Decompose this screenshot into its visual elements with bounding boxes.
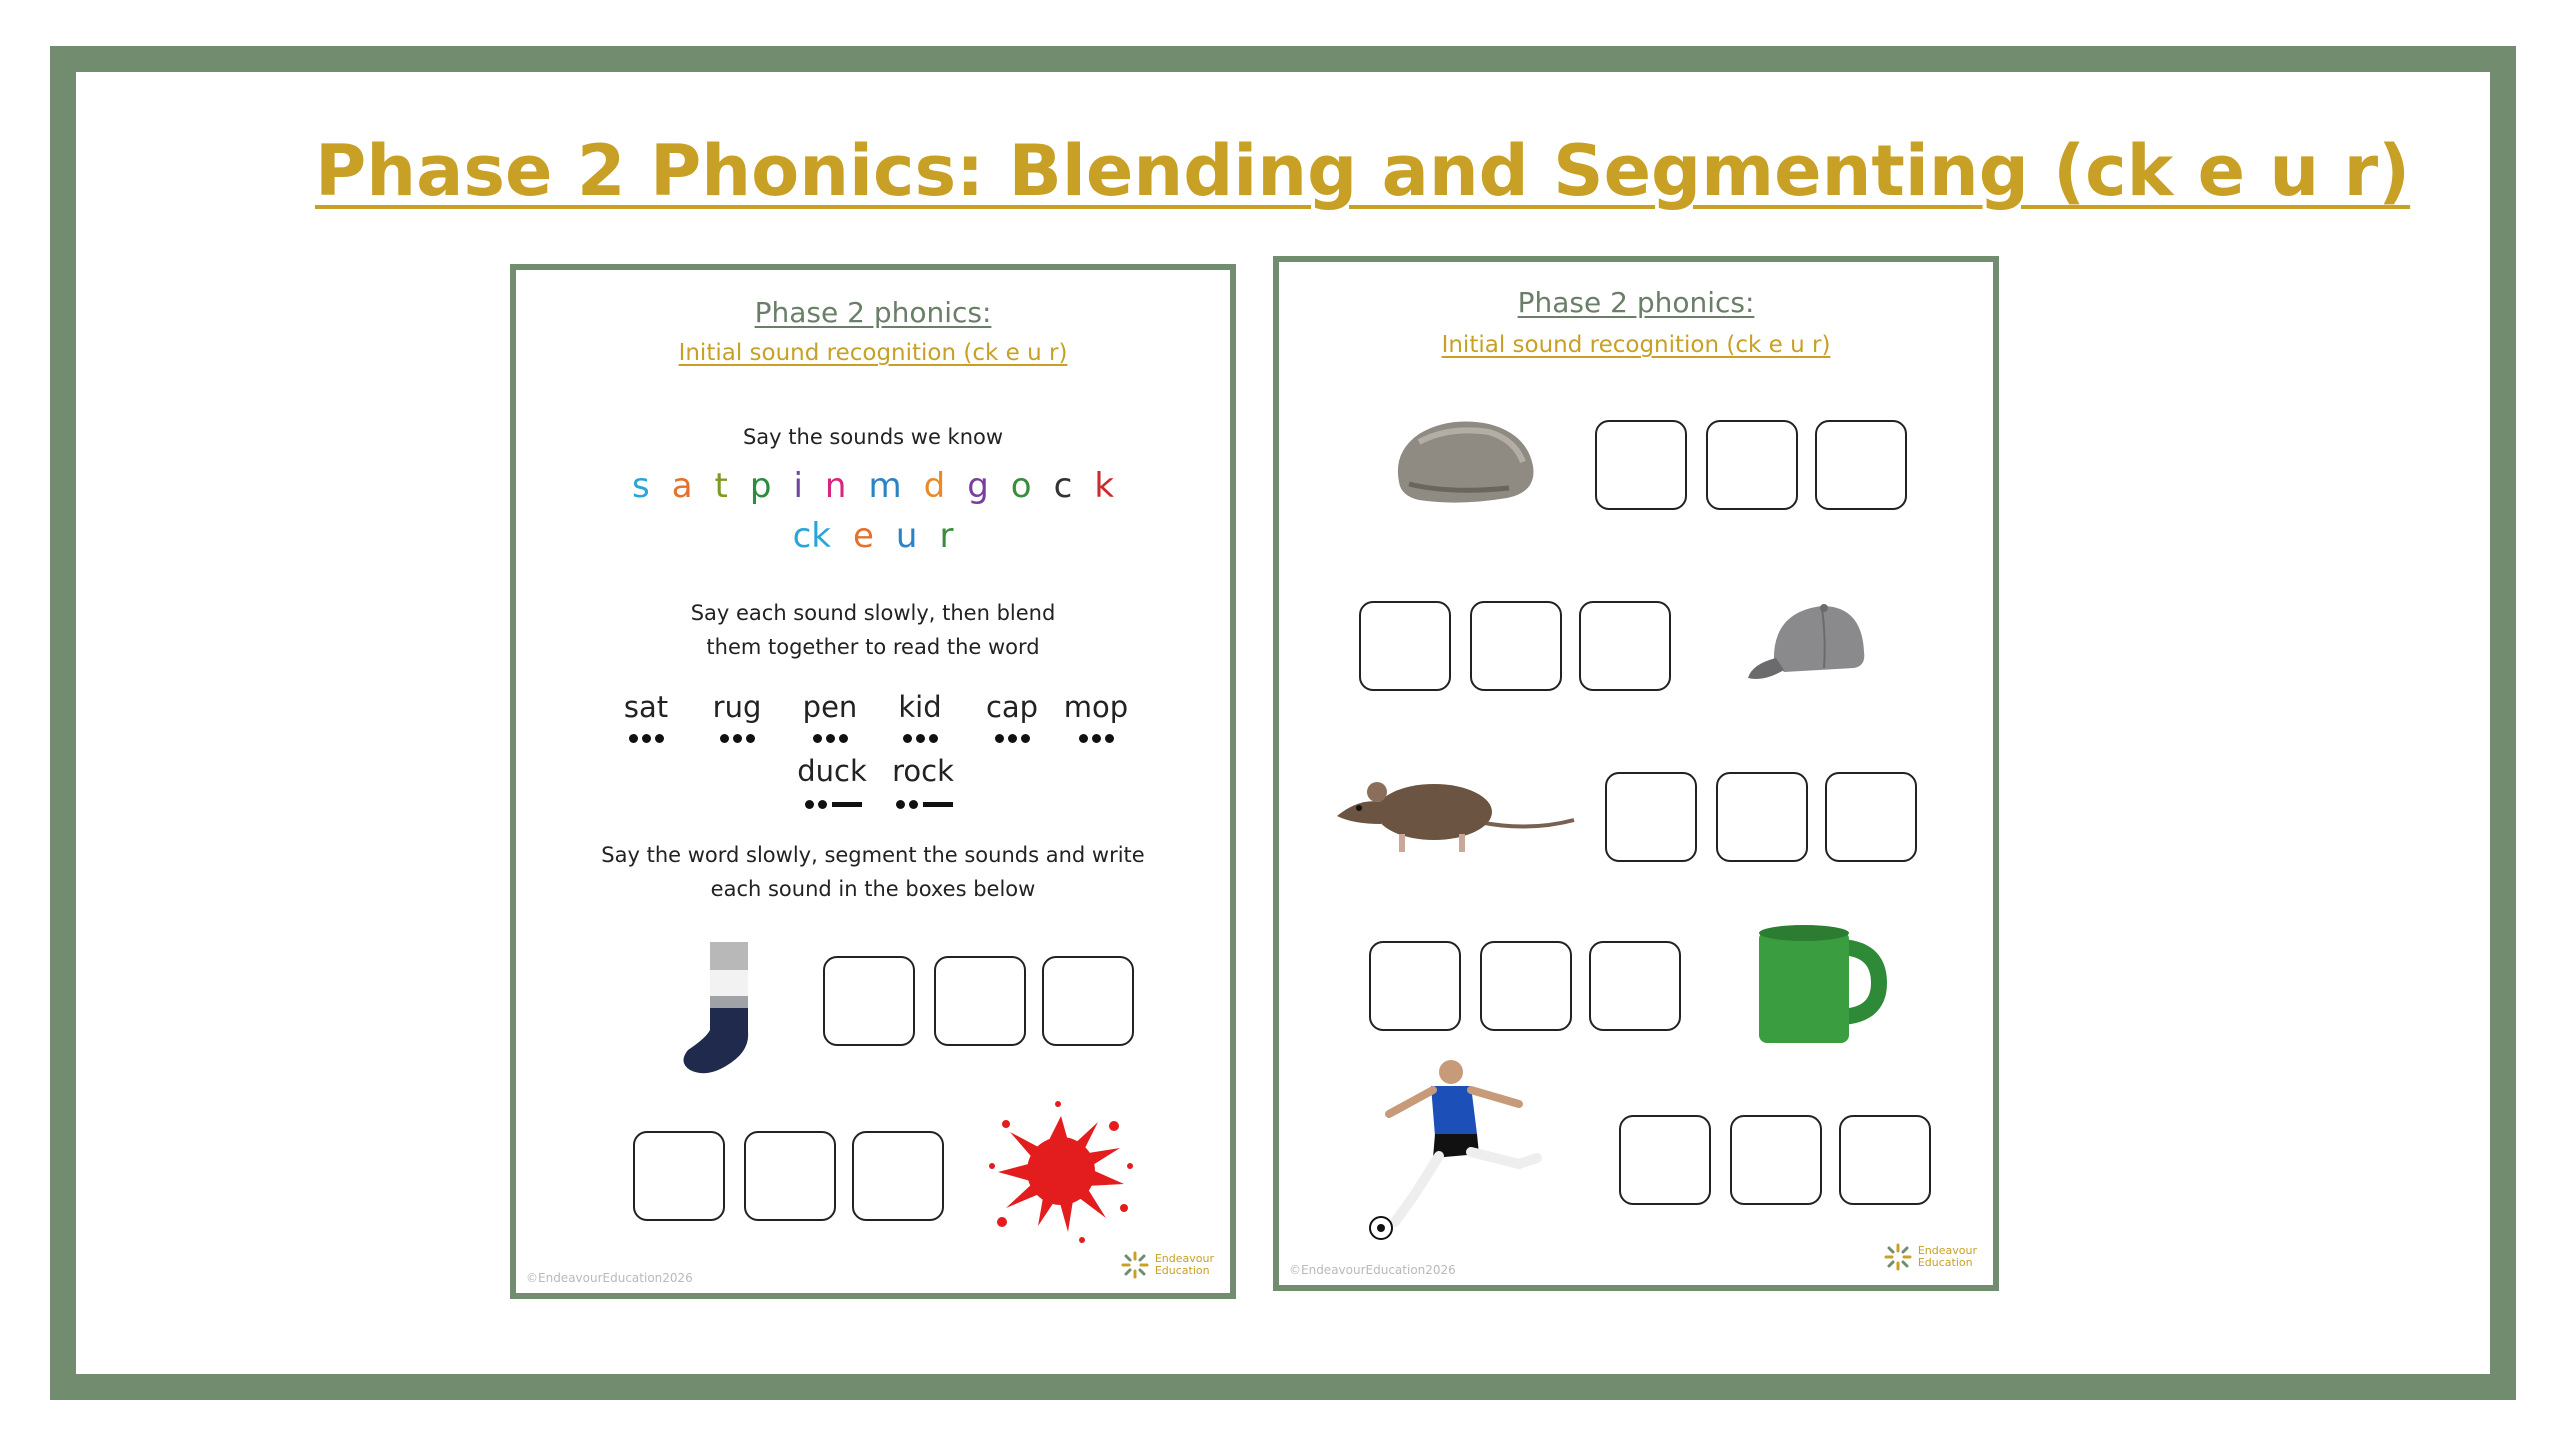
phonics-letter: a	[671, 466, 693, 506]
blend-word: cap	[985, 690, 1039, 724]
sound-box[interactable]	[1716, 772, 1808, 862]
sunburst-logo-icon	[1884, 1243, 1912, 1271]
instruction-blend-line1: Say each sound slowly, then blend	[690, 601, 1056, 625]
sound-box[interactable]	[744, 1131, 836, 1221]
sound-box[interactable]	[1706, 420, 1798, 510]
copyright-text: ©EndeavourEducation2026	[526, 1271, 693, 1285]
sound-box[interactable]	[1042, 956, 1134, 1046]
instruction-blend-line2: them together to read the word	[706, 635, 1040, 659]
footballer-picture	[1359, 1054, 1549, 1244]
sound-dots	[601, 728, 691, 747]
sound-dots	[785, 728, 875, 747]
instruction-segment-line1: Say the word slowly, segment the sounds and write	[601, 843, 1145, 867]
sound-box[interactable]	[1595, 420, 1687, 510]
blend-word: rug	[712, 690, 762, 724]
phonics-letter: u	[895, 516, 918, 556]
phonics-letter: m	[868, 466, 902, 506]
endeavour-logo	[1121, 1251, 1214, 1279]
sound-box[interactable]	[1359, 601, 1451, 691]
sound-box[interactable]	[852, 1131, 944, 1221]
worksheet-left	[510, 264, 1236, 1299]
phonics-letter: s	[631, 466, 650, 506]
sound-dots	[878, 794, 968, 813]
phonics-letter: e	[852, 516, 874, 556]
sound-box[interactable]	[1480, 941, 1572, 1031]
copyright-text: ©EndeavourEducation2026	[1289, 1263, 1456, 1277]
blend-word: duck	[797, 754, 867, 788]
worksheet-subtitle: Initial sound recognition (ck e u r)	[678, 340, 1068, 366]
sound-box[interactable]	[1815, 420, 1907, 510]
sound-box[interactable]	[1579, 601, 1671, 691]
sock-picture	[666, 940, 776, 1080]
logo-line2: Education	[1917, 1256, 1973, 1269]
sound-dots	[787, 794, 877, 813]
logo-line1: Endeavour	[1917, 1244, 1977, 1257]
sound-dots	[875, 728, 965, 747]
sunburst-logo-icon	[1121, 1251, 1149, 1279]
rock-picture	[1389, 412, 1539, 507]
phonics-letter: c	[1053, 466, 1073, 506]
phonics-letter: o	[1010, 466, 1032, 506]
worksheet-title: Phase 2 phonics:	[1517, 286, 1755, 319]
sound-box[interactable]	[1839, 1115, 1931, 1205]
phonics-letter: ck	[792, 516, 831, 556]
red-splat-picture	[986, 1096, 1136, 1246]
blend-word: mop	[1063, 690, 1129, 724]
page-title: Phase 2 Phonics: Blending and Segmenting (ck e u r)	[315, 130, 2411, 212]
phonics-letter: d	[923, 466, 946, 506]
cap-picture	[1744, 592, 1874, 692]
logo-line2: Education	[1154, 1264, 1210, 1277]
phonics-letter: i	[793, 466, 803, 506]
sound-dots	[967, 728, 1057, 747]
blend-word: rock	[892, 754, 954, 788]
sound-box[interactable]	[1589, 941, 1681, 1031]
phonics-letter: r	[939, 516, 954, 556]
phonics-letter: g	[967, 466, 989, 506]
blend-word: pen	[802, 690, 858, 724]
endeavour-logo	[1884, 1243, 1977, 1271]
logo-line1: Endeavour	[1154, 1252, 1214, 1265]
rat-picture	[1329, 762, 1579, 862]
letters-row-2	[516, 516, 1230, 556]
sound-box[interactable]	[633, 1131, 725, 1221]
sound-dots	[692, 728, 782, 747]
instruction-sounds: Say the sounds we know	[742, 425, 1004, 449]
worksheet-right	[1273, 256, 1999, 1291]
sound-box[interactable]	[934, 956, 1026, 1046]
phonics-letter: p	[749, 466, 772, 506]
instruction-segment-line2: each sound in the boxes below	[710, 877, 1036, 901]
worksheet-title: Phase 2 phonics:	[754, 296, 992, 329]
mug-picture	[1749, 917, 1889, 1052]
sound-box[interactable]	[1605, 772, 1697, 862]
blend-word: sat	[623, 690, 669, 724]
worksheet-subtitle: Initial sound recognition (ck e u r)	[1441, 332, 1831, 358]
sound-box[interactable]	[1825, 772, 1917, 862]
sound-box[interactable]	[1730, 1115, 1822, 1205]
sound-box[interactable]	[1369, 941, 1461, 1031]
sound-dots	[1051, 728, 1141, 747]
blend-word: kid	[898, 690, 942, 724]
phonics-letter: k	[1094, 466, 1115, 506]
sound-box[interactable]	[823, 956, 915, 1046]
sound-box[interactable]	[1619, 1115, 1711, 1205]
phonics-letter: t	[714, 466, 728, 506]
letters-row-1	[516, 466, 1230, 506]
phonics-letter: n	[824, 466, 847, 506]
sound-box[interactable]	[1470, 601, 1562, 691]
